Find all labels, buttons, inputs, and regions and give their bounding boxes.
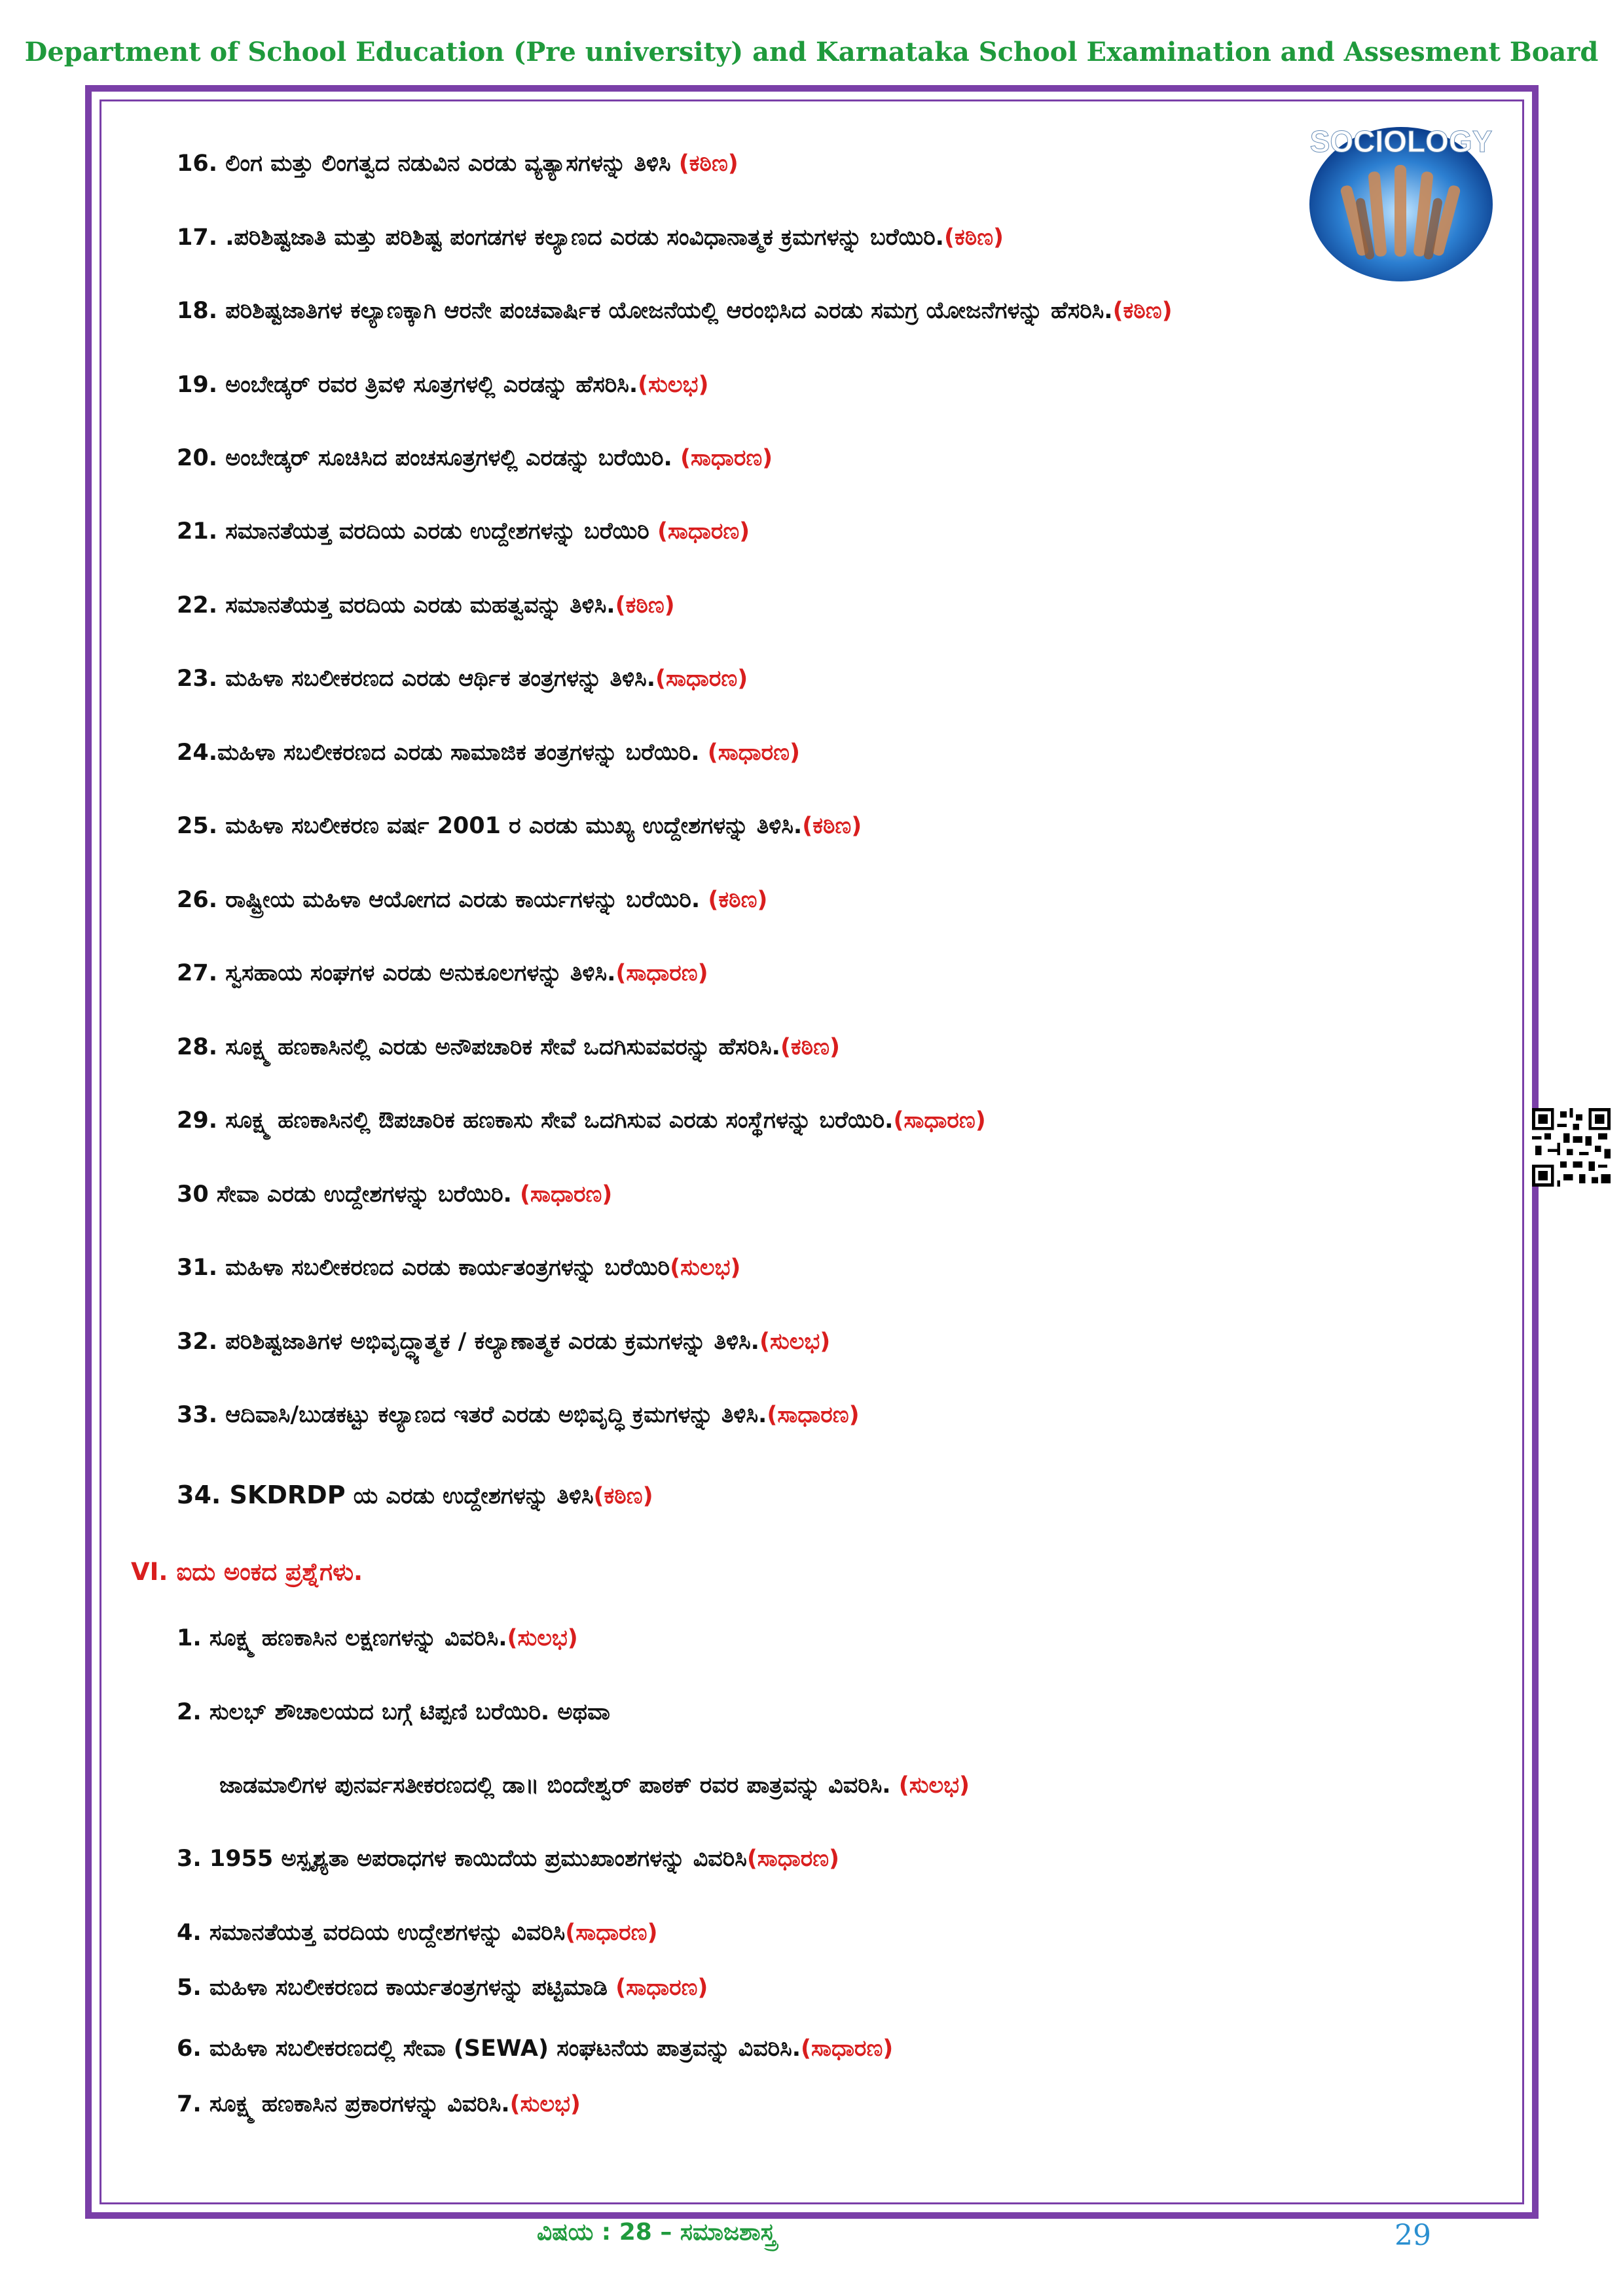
question-19: 19. ಅಂಬೇಡ್ಕರ್ ರವರ ತ್ರಿವಳಿ ಸೂತ್ರಗಳಲ್ಲಿ ಎರಡನ್ನು ಹೆಸರಿಸಿ.(ಸುಲಭ)	[177, 372, 709, 398]
question-24: 24.ಮಹಿಳಾ ಸಬಲೀಕರಣದ ಎರಡು ಸಾಮಾಜಿಕ ತಂತ್ರಗಳನ್ನು ಬರೆಯಿರಿ. (ಸಾಧಾರಣ)	[177, 740, 800, 766]
question-27: 27. ಸ್ವಸಹಾಯ ಸಂಘಗಳ ಎರಡು ಅನುಕೂಲಗಳನ್ನು ತಿಳಿಸಿ.(ಸಾಧಾರಣ)	[177, 960, 708, 986]
difficulty-tag: (ಸಾಧಾರಣ)	[520, 1181, 613, 1208]
question-26: 26. ರಾಷ್ಟ್ರೀಯ ಮಹಿಳಾ ಆಯೋಗದ ಎರಡು ಕಾರ್ಯಗಳನ್ನು ಬರೆಯಿರಿ. (ಕಠಿಣ)	[177, 887, 768, 913]
difficulty-tag: (ಕಠಿಣ)	[615, 592, 675, 619]
question-23: 23. ಮಹಿಳಾ ಸಬಲೀಕರಣದ ಎರಡು ಆರ್ಥಿಕ ತಂತ್ರಗಳನ್ನು ತಿಳಿಸಿ.(ಸಾಧಾರಣ)	[177, 666, 748, 692]
question-25: 25. ಮಹಿಳಾ ಸಬಲೀಕರಣ ವರ್ಷ 2001 ರ ಎರಡು ಮುಖ್ಯ ಉದ್ದೇಶಗಳನ್ನು ತಿಳಿಸಿ.(ಕಠಿಣ)	[177, 813, 862, 839]
difficulty-tag: (ಸುಲಭ)	[759, 1329, 831, 1355]
difficulty-tag: (ಕಠಿಣ)	[1112, 298, 1173, 324]
question-31: 31. ಮಹಿಳಾ ಸಬಲೀಕರಣದ ಎರಡು ಕಾರ್ಯತಂತ್ರಗಳನ್ನು ಬರೆಯಿರಿ(ಸುಲಭ)	[177, 1255, 741, 1281]
difficulty-tag: (ಕಠಿಣ)	[943, 224, 1004, 251]
question-22: 22. ಸಮಾನತೆಯತ್ತ ವರದಿಯ ಎರಡು ಮಹತ್ವವನ್ನು ತಿಳಿಸಿ.(ಕಠಿಣ)	[177, 592, 675, 619]
difficulty-tag: (ಸಾಧಾರಣ)	[615, 960, 708, 986]
section-heading: VI. ಐದು ಅಂಕದ ಪ್ರಶ್ನೆಗಳು.	[131, 1558, 363, 1586]
five-mark-question-6: 6. ಮಹಿಳಾ ಸಬಲೀಕರಣದಲ್ಲಿ ಸೇವಾ (SEWA) ಸಂಘಟನೆಯ ಪಾತ್ರವನ್ನು ವಿವರಿಸಿ.(ಸಾಧಾರಣ)	[177, 2036, 894, 2062]
question-33: 33. ಆದಿವಾಸಿ/ಬುಡಕಟ್ಟು ಕಲ್ಯಾಣದ ಇತರೆ ಎರಡು ಅಭಿವೃದ್ಧಿ ಕ್ರಮಗಳನ್ನು ತಿಳಿಸಿ.(ಸಾಧಾರಣ)	[177, 1402, 860, 1428]
difficulty-tag: (ಸಾಧಾರಣ)	[615, 1975, 708, 2001]
difficulty-tag: (ಸಾಧಾರಣ)	[767, 1402, 860, 1428]
difficulty-tag: (ಸಾಧಾರಣ)	[657, 518, 750, 545]
question-30: 30 ಸೇವಾ ಎರಡು ಉದ್ದೇಶಗಳನ್ನು ಬರೆಯಿರಿ. (ಸಾಧಾರಣ)	[177, 1181, 613, 1208]
five-mark-question-7: 7. ಸೂಕ್ಷ್ಮ ಹಣಕಾಸಿನ ಪ್ರಕಾರಗಳನ್ನು ವಿವರಿಸಿ.(ಸುಲಭ)	[177, 2091, 581, 2117]
question-34: 34. SKDRDP ಯ ಎರಡು ಉದ್ದೇಶಗಳನ್ನು ತಿಳಿಸಿ(ಕಠಿಣ)	[177, 1480, 653, 1509]
difficulty-tag: (ಕಠಿಣ)	[802, 813, 862, 839]
question-17: 17. .ಪರಿಶಿಷ್ಟಜಾತಿ ಮತ್ತು ಪರಿಶಿಷ್ಟ ಪಂಗಡಗಳ ಕಲ್ಯಾಣದ ಎರಡು ಸಂವಿಧಾನಾತ್ಮಕ ಕ್ರಮಗಳನ್ನು ಬರೆಯಿರಿ.(ಕಠಿಣ)	[177, 224, 1004, 251]
question-18: 18. ಪರಿಶಿಷ್ಟಜಾತಿಗಳ ಕಲ್ಯಾಣಕ್ಕಾಗಿ ಆರನೇ ಪಂಚವಾರ್ಷಿಕ ಯೋಜನೆಯಲ್ಲಿ ಆರಂಭಿಸಿದ ಎರಡು ಸಮಗ್ರ ಯೋಜನೆಗಳನ್ನು ಹೆಸರಿಸಿ.(ಕಠಿಣ)	[177, 298, 1173, 324]
five-mark-question-4: 4. ಸಮಾನತೆಯತ್ತ ವರದಿಯ ಉದ್ದೇಶಗಳನ್ನು ವಿವರಿಸಿ(ಸಾಧಾರಣ)	[177, 1920, 658, 1946]
difficulty-tag: (ಸುಲಭ)	[638, 372, 709, 398]
five-mark-question-2-alt: ಜಾಡಮಾಲಿಗಳ ಪುನರ್ವಸತೀಕರಣದಲ್ಲಿ ಡಾ॥ ಬಿಂದೇಶ್ವರ್ ಪಾಠಕ್ ರವರ ಪಾತ್ರವನ್ನು ವಿವರಿಸಿ. (ಸುಲಭ)	[219, 1772, 970, 1799]
difficulty-tag: (ಸುಲಭ)	[507, 1625, 578, 1651]
page-border-inner	[100, 99, 1524, 2204]
difficulty-tag: (ಸುಲಭ)	[509, 2091, 581, 2117]
difficulty-tag: (ಸಾಧಾರಣ)	[707, 740, 800, 766]
five-mark-question-1: 1. ಸೂಕ್ಷ್ಮ ಹಣಕಾಸಿನ ಲಕ್ಷಣಗಳನ್ನು ವಿವರಿಸಿ.(ಸುಲಭ)	[177, 1625, 578, 1651]
difficulty-tag: (ಸಾಧಾರಣ)	[655, 666, 748, 692]
qr-code-icon	[1532, 1107, 1611, 1187]
difficulty-tag: (ಸುಲಭ)	[670, 1255, 741, 1281]
footer-subject: ವಿಷಯ : 28 – ಸಮಾಜಶಾಸ್ತ್ರ	[537, 2219, 776, 2246]
sociology-logo	[1303, 106, 1499, 283]
five-mark-question-2: 2. ಸುಲಭ್ ಶೌಚಾಲಯದ ಬಗ್ಗೆ ಟಿಪ್ಪಣಿ ಬರೆಯಿರಿ. ಅಥವಾ	[177, 1699, 610, 1725]
question-32: 32. ಪರಿಶಿಷ್ಟಜಾತಿಗಳ ಅಭಿವೃದ್ಧ್ಯಾತ್ಮಕ / ಕಲ್ಯಾಣಾತ್ಮಕ ಎರಡು ಕ್ರಮಗಳನ್ನು ತಿಳಿಸಿ.(ಸುಲಭ)	[177, 1329, 831, 1355]
question-28: 28. ಸೂಕ್ಷ್ಮ ಹಣಕಾಸಿನಲ್ಲಿ ಎರಡು ಅನೌಪಚಾರಿಕ ಸೇವೆ ಒದಗಿಸುವವರನ್ನು ಹೆಸರಿಸಿ.(ಕಠಿಣ)	[177, 1034, 840, 1060]
question-29: 29. ಸೂಕ್ಷ್ಮ ಹಣಕಾಸಿನಲ್ಲಿ ಔಪಚಾರಿಕ ಹಣಕಾಸು ಸೇವೆ ಒದಗಿಸುವ ಎರಡು ಸಂಸ್ಥೆಗಳನ್ನು ಬರೆಯಿರಿ.(ಸಾಧಾರಣ)	[177, 1107, 986, 1134]
difficulty-tag: (ಸಾಧಾರಣ)	[893, 1107, 986, 1134]
difficulty-tag: (ಕಠಿಣ)	[593, 1483, 653, 1509]
difficulty-tag: (ಕಠಿಣ)	[708, 887, 768, 913]
difficulty-tag: (ಸಾಧಾರಣ)	[746, 1846, 840, 1872]
question-16: 16. ಲಿಂಗ ಮತ್ತು ಲಿಂಗತ್ವದ ನಡುವಿನ ಎರಡು ವ್ಯತ್ಯಾಸಗಳನ್ನು ತಿಳಿಸಿ (ಕಠಿಣ)	[177, 151, 739, 177]
question-20: 20. ಅಂಬೇಡ್ಕರ್ ಸೂಚಿಸಿದ ಪಂಚಸೂತ್ರಗಳಲ್ಲಿ ಎರಡನ್ನು ಬರೆಯಿರಿ. (ಸಾಧಾರಣ)	[177, 445, 773, 471]
difficulty-tag: (ಸುಲಭ)	[898, 1772, 970, 1799]
five-mark-question-5: 5. ಮಹಿಳಾ ಸಬಲೀಕರಣದ ಕಾರ್ಯತಂತ್ರಗಳನ್ನು ಪಟ್ಟಿಮಾಡಿ (ಸಾಧಾರಣ)	[177, 1975, 708, 2001]
difficulty-tag: (ಸಾಧಾರಣ)	[565, 1920, 658, 1946]
difficulty-tag: (ಕಠಿಣ)	[780, 1034, 840, 1060]
difficulty-tag: (ಕಠಿಣ)	[678, 151, 739, 177]
five-mark-question-3: 3. 1955 ಅಸ್ಪೃಶ್ಯತಾ ಅಪರಾಧಗಳ ಕಾಯಿದೆಯ ಪ್ರಮುಖಾಂಶಗಳನ್ನು ವಿವರಿಸಿ(ಸಾಧಾರಣ)	[177, 1846, 840, 1872]
question-21: 21. ಸಮಾನತೆಯತ್ತ ವರದಿಯ ಎರಡು ಉದ್ದೇಶಗಳನ್ನು ಬರೆಯಿರಿ (ಸಾಧಾರಣ)	[177, 518, 750, 545]
page-header: Department of School Education (Pre university) and Karnataka School Examination and Assesment Board	[24, 37, 1599, 67]
page-number: 29	[1395, 2219, 1431, 2252]
logo-text: SOCIOLOGY	[1309, 124, 1493, 158]
difficulty-tag: (ಸಾಧಾರಣ)	[801, 2036, 894, 2062]
difficulty-tag: (ಸಾಧಾರಣ)	[680, 445, 773, 471]
